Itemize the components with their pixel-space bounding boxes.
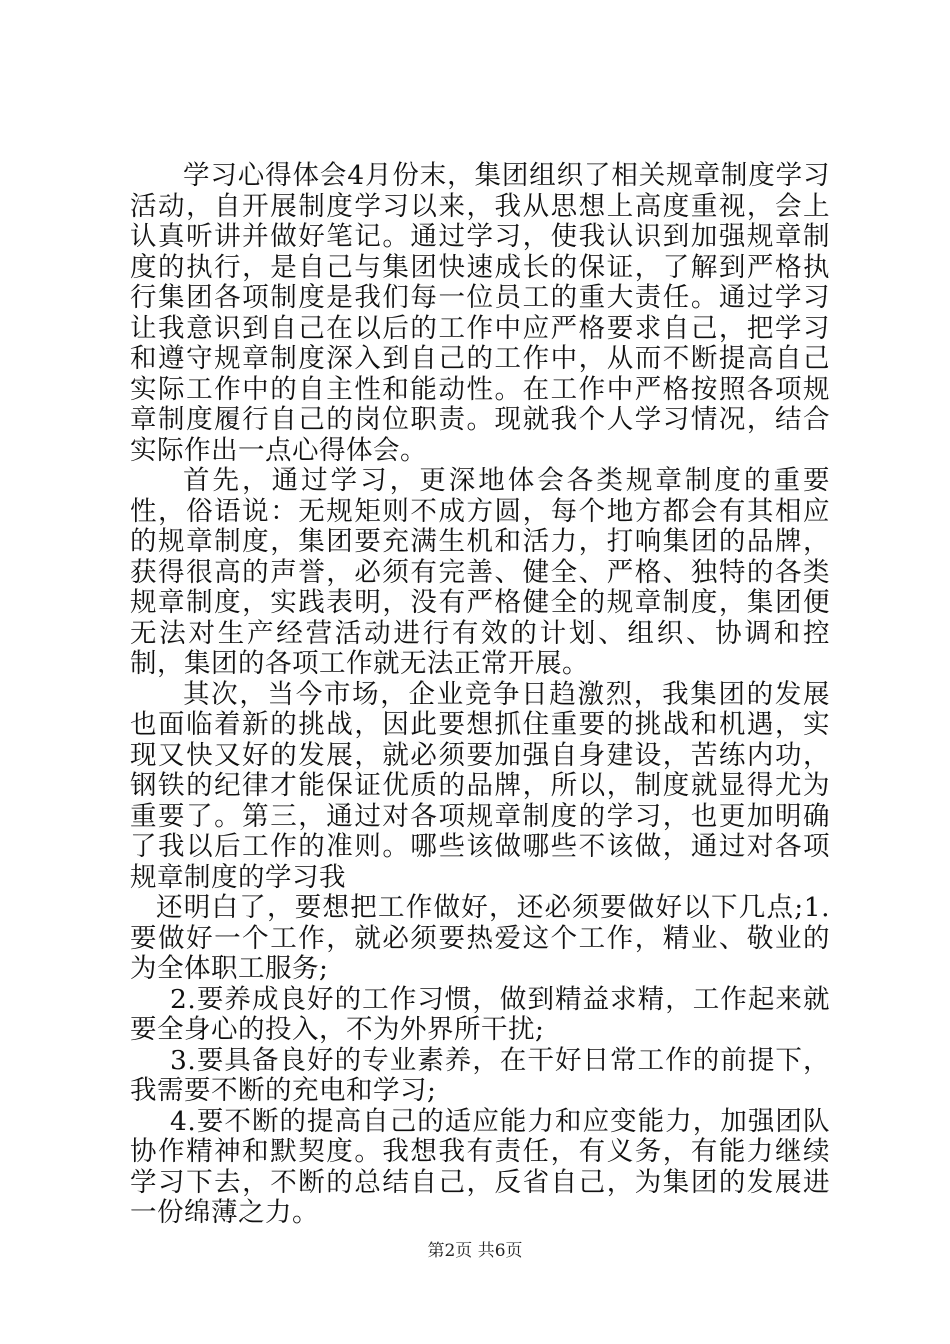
paragraph-list-item-3: 3.要具备良好的专业素养，在干好日常工作的前提下，我需要不断的充电和学习; (130, 1044, 830, 1106)
paragraph-intro: 学习心得体会4月份末，集团组织了相关规章制度学习活动，自开展制度学习以来，我从思想上高度重视，会上认真听讲并做好笔记。通过学习，使我认识到加强规章制度的执行，是自己与集团快速成长的保证，了解到严格执行集团各项制度是我们每一位员工的重大责任。通过学习让我意识到自己在以后的工作中应严格要求自己，把学习和遵守规章制度深入到自己的工作中，从而不断提高自己实际工作中的自主性和能动性。在工作中严格按照各项规章制度履行自己的岗位职责。现就我个人学习情况，结合实际作出一点心得体会。 (130, 160, 830, 466)
paragraph-list-intro: 还明白了，要想把工作做好，还必须要做好以下几点;1.要做好一个工作，就必须要热爱这个工作，精业、敬业的为全体职工服务; (130, 892, 830, 984)
paragraph-second-point: 其次，当今市场，企业竞争日趋激烈，我集团的发展也面临着新的挑战，因此要想抓住重要的挑战和机遇，实现又快又好的发展，就必须要加强自身建设，苦练内功，钢铁的纪律才能保证优质的品牌，所以，制度就显得尤为重要了。第三，通过对各项规章制度的学习，也更加明确了我以后工作的准则。哪些该做哪些不该做，通过对各项规章制度的学习我 (130, 678, 830, 893)
document-body (130, 161, 830, 1229)
paragraph-list-item-2: 2.要养成良好的工作习惯，做到精益求精，工作起来就要全身心的投入，不为外界所干扰; (130, 983, 830, 1045)
paragraph-first-point: 首先，通过学习，更深地体会各类规章制度的重要性，俗语说：无规矩则不成方圆，每个地方都会有其相应的规章制度，集团要充满生机和活力，打响集团的品牌，获得很高的声誉，必须有完善、健全、严格、独特的各类规章制度，实践表明，没有严格健全的规章制度，集团便无法对生产经营活动进行有效的计划、组织、协调和控制，集团的各项工作就无法正常开展。 (130, 465, 830, 679)
paragraph-list-item-4: 4.要不断的提高自己的适应能力和应变能力，加强团队协作精神和默契度。我想我有责任，有义务，有能力继续学习下去，不断的总结自己，反省自己，为集团的发展进一份绵薄之力。 (130, 1105, 830, 1228)
page-number-footer: 第2页 共6页 (427, 1241, 523, 1261)
